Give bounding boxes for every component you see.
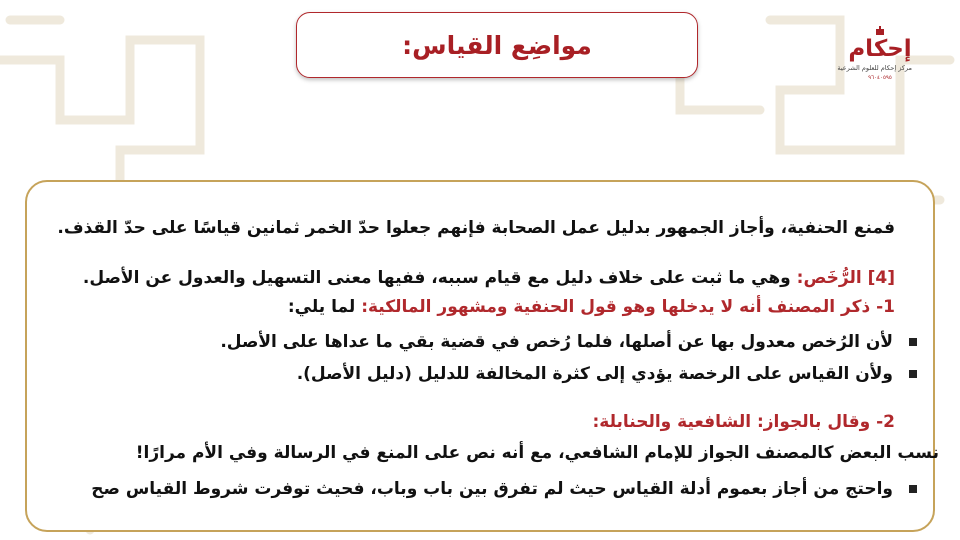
bullet-item-3: [91, 477, 917, 501]
bullet-item-2: [297, 362, 917, 386]
shafii-line-text: نسب البعض كالمصنف الجواز للإمام الشافعي، مع أنه نص على المنع في الرسالة وفي الأم مرارًا!: [135, 443, 939, 463]
bullet-3-text: واحتج من أجاز بعموم أدلة القياس حيث لم تفرق بين باب وباب، فحيث توفرت شروط القياس صح: [91, 479, 893, 499]
shafii-line: [136, 441, 939, 465]
section-4: [83, 266, 895, 290]
bullet-icon: [909, 338, 917, 346]
content-box: [25, 180, 939, 532]
bullet-item-1: [220, 330, 917, 354]
paragraph-1: [57, 216, 895, 240]
slide-title: مواضِع القياس:: [402, 30, 592, 60]
logo-name: إحكام: [848, 36, 912, 62]
point-1-tail: لما يلي:: [287, 297, 356, 317]
point-2-heading: 2- وقال بالجواز: الشافعية والحنابلة:: [592, 412, 895, 432]
logo-tagline: ٩٦٠٤٠٥٩٥: [868, 75, 892, 81]
point-2: [592, 410, 895, 434]
bullet-2-text: ولأن القياس على الرخصة يؤدي إلى كثرة المخالفة للدليل (دليل الأصل).: [296, 364, 893, 384]
logo: [837, 26, 912, 94]
section-4-text: وهي ما ثبت على خلاف دليل مع قيام سببه، ففيها معنى التسهيل والعدول عن الأصل.: [82, 268, 791, 288]
bullet-icon: [909, 370, 917, 378]
point-1: [288, 295, 895, 319]
paragraph-1-text: فمنع الحنفية، وأجاز الجمهور بدليل عمل الصحابة فإنهم جعلوا حدّ الخمر ثمانين قياسًا على حدّ القذف.: [57, 218, 895, 238]
logo-subtitle: مركز إحكام للعلوم الشرعية: [837, 64, 912, 72]
title-box: [296, 12, 698, 78]
point-1-heading: 1- ذكر المصنف أنه لا يدخلها وهو قول الحنفية ومشهور المالكية:: [361, 297, 895, 317]
section-4-heading: [4] الرُّخَص:: [796, 268, 895, 288]
bullet-icon: [909, 485, 917, 493]
bullet-1-text: لأن الرُخص معدول بها عن أصلها، فلما رُخص في قضية بقي ما عداها على الأصل.: [220, 332, 893, 352]
